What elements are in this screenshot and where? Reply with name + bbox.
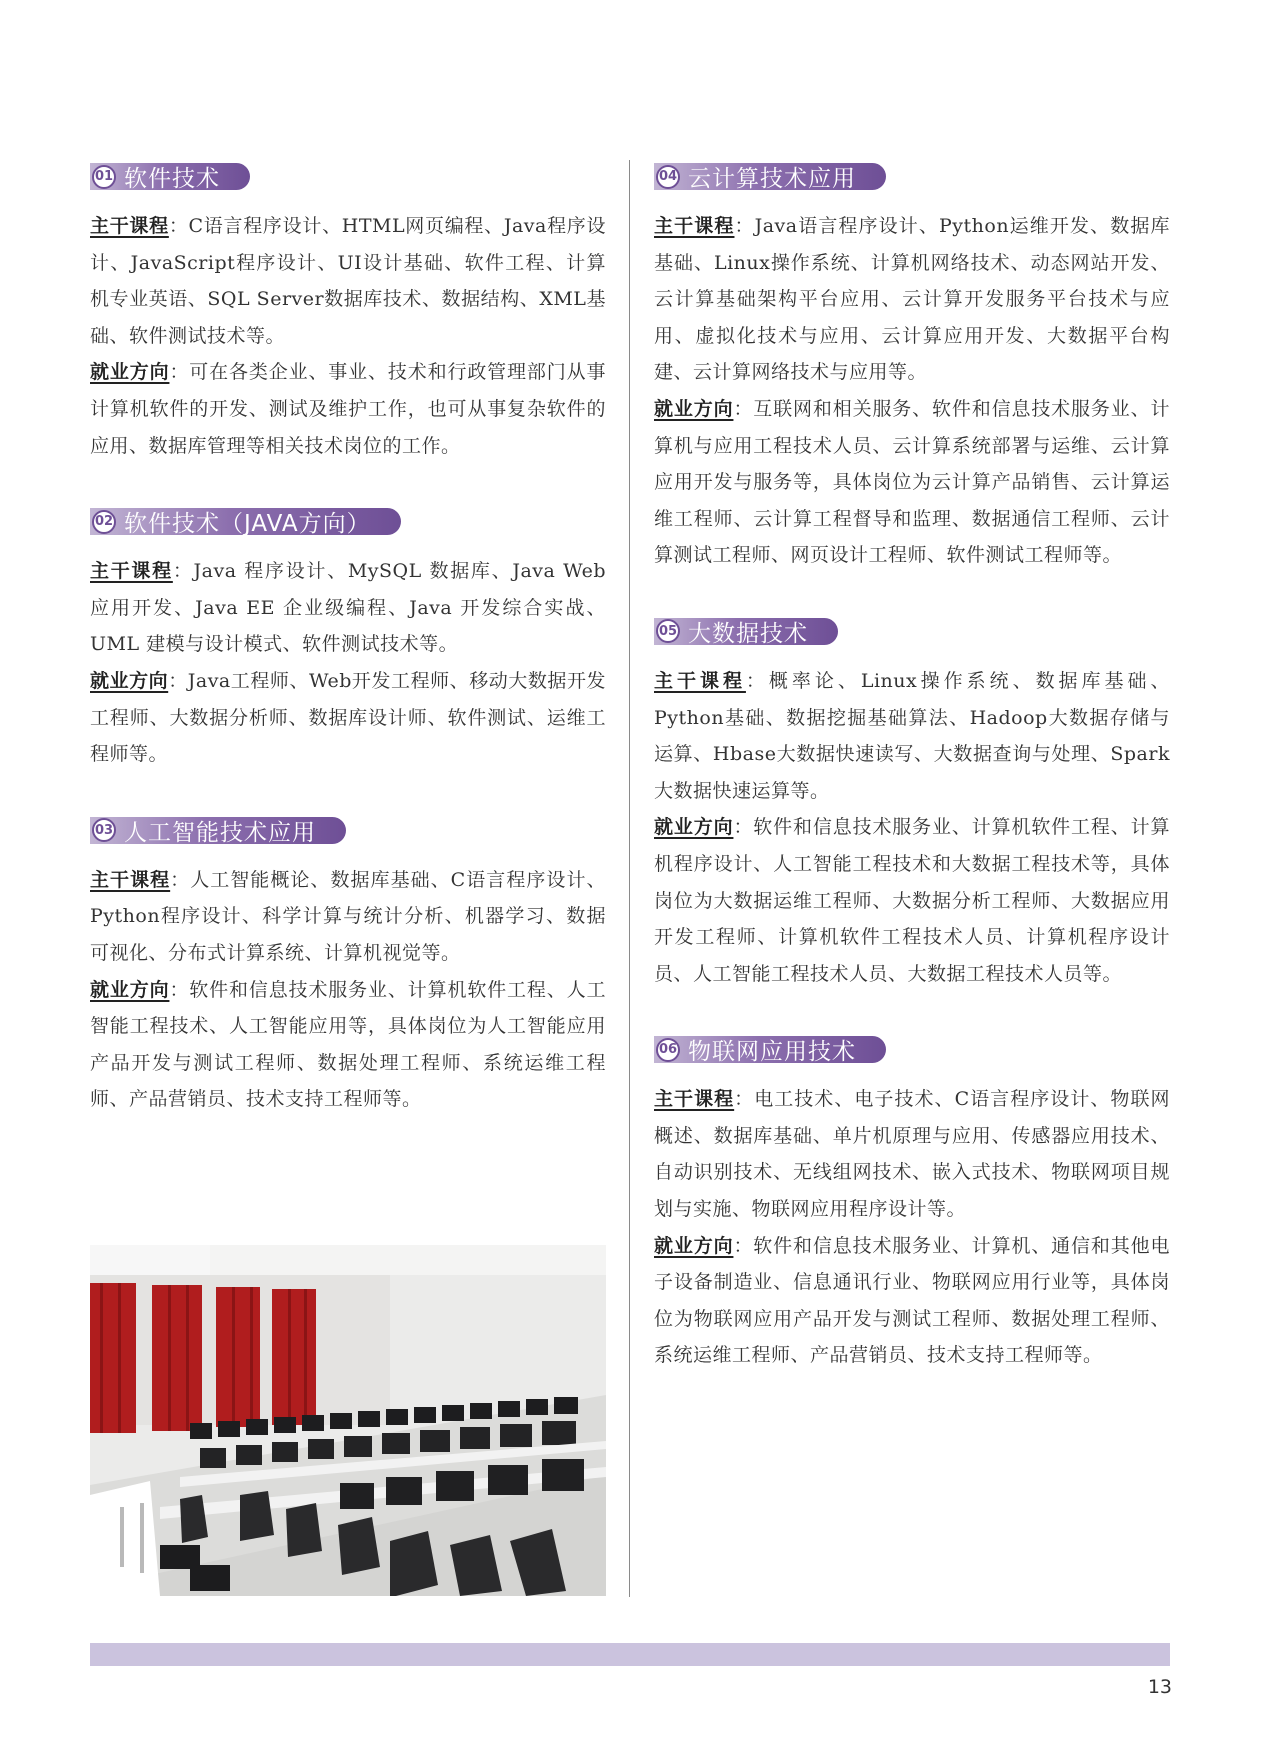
section-iot: [654, 1036, 1170, 1374]
jobs-text: ：软件和信息技术服务业、计算机软件工程、人工智能工程技术、人工智能应用等，具体岗位为人工智能应用产品开发与测试工程师、数据处理工程师、系统运维工程师、产品营销员、技术支持工程师等。: [90, 978, 606, 1111]
courses-label: 主干课程: [90, 560, 173, 583]
section-heading: [654, 618, 838, 645]
jobs-text: ：软件和信息技术服务业、计算机软件工程、计算机程序设计、人工智能工程技术和大数据工程技术等，具体岗位为大数据运维工程师、大数据分析工程师、大数据应用开发工程师、计算机软件工程技术人员、计算机程序设计员、人工智能工程技术人员、大数据工程技术人员等。: [654, 816, 1170, 985]
jobs-text: ：互联网和相关服务、软件和信息技术服务业、计算机与应用工程技术人员、云计算系统部署与运维、云计算应用开发与服务等，具体岗位为云计算产品销售、云计算运维工程师、云计算工程督导和监理、数据通信工程师、云计算测试工程师、网页设计工程师、软件测试工程师等。: [654, 397, 1170, 567]
section-cloud-computing: [654, 163, 1170, 574]
computer-lab-photo: [90, 1245, 606, 1596]
section-number-badge: 05: [656, 619, 680, 643]
section-title: 软件技术（JAVA方向）: [124, 511, 371, 538]
section-number-badge: 02: [92, 510, 116, 534]
section-big-data: [654, 618, 1170, 992]
courses-label: 主干课程: [654, 1088, 735, 1111]
courses-paragraph: [90, 553, 606, 663]
section-heading: [90, 163, 250, 190]
courses-paragraph: [654, 663, 1170, 809]
jobs-paragraph: [654, 1228, 1170, 1374]
courses-paragraph: [654, 1081, 1170, 1227]
courses-text: ：Java 程序设计、MySQL 数据库、Java Web 应用开发、Java EE 企业级编程、Java 开发综合实战、UML 建模与设计模式、软件测试技术等。: [90, 560, 606, 656]
section-heading: [654, 163, 886, 190]
courses-text: ：C语言程序设计、HTML网页编程、Java程序设计、JavaScript程序设计、UI设计基础、软件工程、计算机专业英语、SQL Server数据库技术、数据结构、XML基础、软件测试技术等。: [90, 215, 606, 347]
jobs-text: ：可在各类企业、事业、技术和行政管理部门从事计算机软件的开发、测试及维护工作，也可从事复杂软件的应用、数据库管理等相关技术岗位的工作。: [90, 361, 606, 457]
section-title: 软件技术: [124, 166, 220, 192]
courses-label: 主干课程: [654, 669, 746, 692]
jobs-label: 就业方向: [90, 978, 170, 1001]
section-title: 云计算技术应用: [688, 166, 856, 192]
section-heading: [90, 508, 401, 538]
computer-lab-illustration: [90, 1245, 606, 1596]
page-number: 13: [1147, 1676, 1172, 1698]
courses-text: ：Java语言程序设计、Python运维开发、数据库基础、Linux操作系统、计算机网络技术、动态网站开发、云计算基础架构平台应用、云计算开发服务平台技术与应用、虚拟化技术与应用、云计算应用开发、大数据平台构建、云计算网络技术与应用等。: [654, 215, 1170, 384]
jobs-paragraph: [654, 391, 1170, 574]
courses-text: ：概率论、Linux操作系统、数据库基础、Python基础、数据挖掘基础算法、Hadoop大数据存储与运算、Hbase大数据快速读写、大数据查询与处理、Spark大数据快速运算等。: [654, 669, 1170, 802]
jobs-label: 就业方向: [654, 1234, 734, 1257]
left-column: [90, 163, 606, 1162]
jobs-paragraph: [90, 972, 606, 1118]
jobs-paragraph: [654, 809, 1170, 992]
section-heading: [90, 817, 346, 844]
jobs-text: ：Java工程师、Web开发工程师、移动大数据开发工程师、大数据分析师、数据库设计师、软件测试、运维工程师等。: [90, 669, 606, 766]
jobs-label: 就业方向: [90, 669, 169, 692]
section-software-java: [90, 508, 606, 773]
section-number-badge: 06: [656, 1038, 680, 1062]
jobs-paragraph: [90, 354, 606, 464]
jobs-label: 就业方向: [654, 397, 734, 420]
section-title: 人工智能技术应用: [124, 819, 316, 846]
courses-label: 主干课程: [654, 215, 735, 237]
jobs-label: 就业方向: [654, 816, 734, 839]
section-title: 大数据技术: [688, 620, 808, 647]
courses-text: ：人工智能概论、数据库基础、C语言程序设计、Python程序设计、科学计算与统计分析、机器学习、数据可视化、分布式计算系统、计算机视觉等。: [90, 868, 606, 964]
section-ai-tech: [90, 817, 606, 1118]
jobs-paragraph: [90, 663, 606, 773]
column-divider: [629, 160, 630, 1597]
section-heading: [654, 1036, 886, 1066]
section-number-badge: 03: [92, 818, 116, 842]
courses-label: 主干课程: [90, 868, 171, 891]
courses-label: 主干课程: [90, 215, 169, 237]
section-number-badge: 01: [92, 165, 116, 189]
section-number-badge: 04: [656, 165, 680, 189]
section-title: 物联网应用技术: [688, 1039, 856, 1066]
right-column: [654, 163, 1170, 1418]
footer-bar: [90, 1643, 1170, 1666]
courses-paragraph: [90, 862, 606, 972]
jobs-label: 就业方向: [90, 361, 170, 384]
courses-paragraph: [654, 208, 1170, 391]
jobs-text: ：软件和信息技术服务业、计算机、通信和其他电子设备制造业、信息通讯行业、物联网应用行业等，具体岗位为物联网应用产品开发与测试工程师、数据处理工程师、系统运维工程师、产品营销员、技术支持工程师等。: [654, 1234, 1170, 1367]
courses-text: ：电工技术、电子技术、C语言程序设计、物联网概述、数据库基础、单片机原理与应用、传感器应用技术、自动识别技术、无线组网技术、嵌入式技术、物联网项目规划与实施、物联网应用程序设计等。: [654, 1088, 1170, 1221]
courses-paragraph: [90, 208, 606, 354]
section-software-tech: [90, 163, 606, 464]
